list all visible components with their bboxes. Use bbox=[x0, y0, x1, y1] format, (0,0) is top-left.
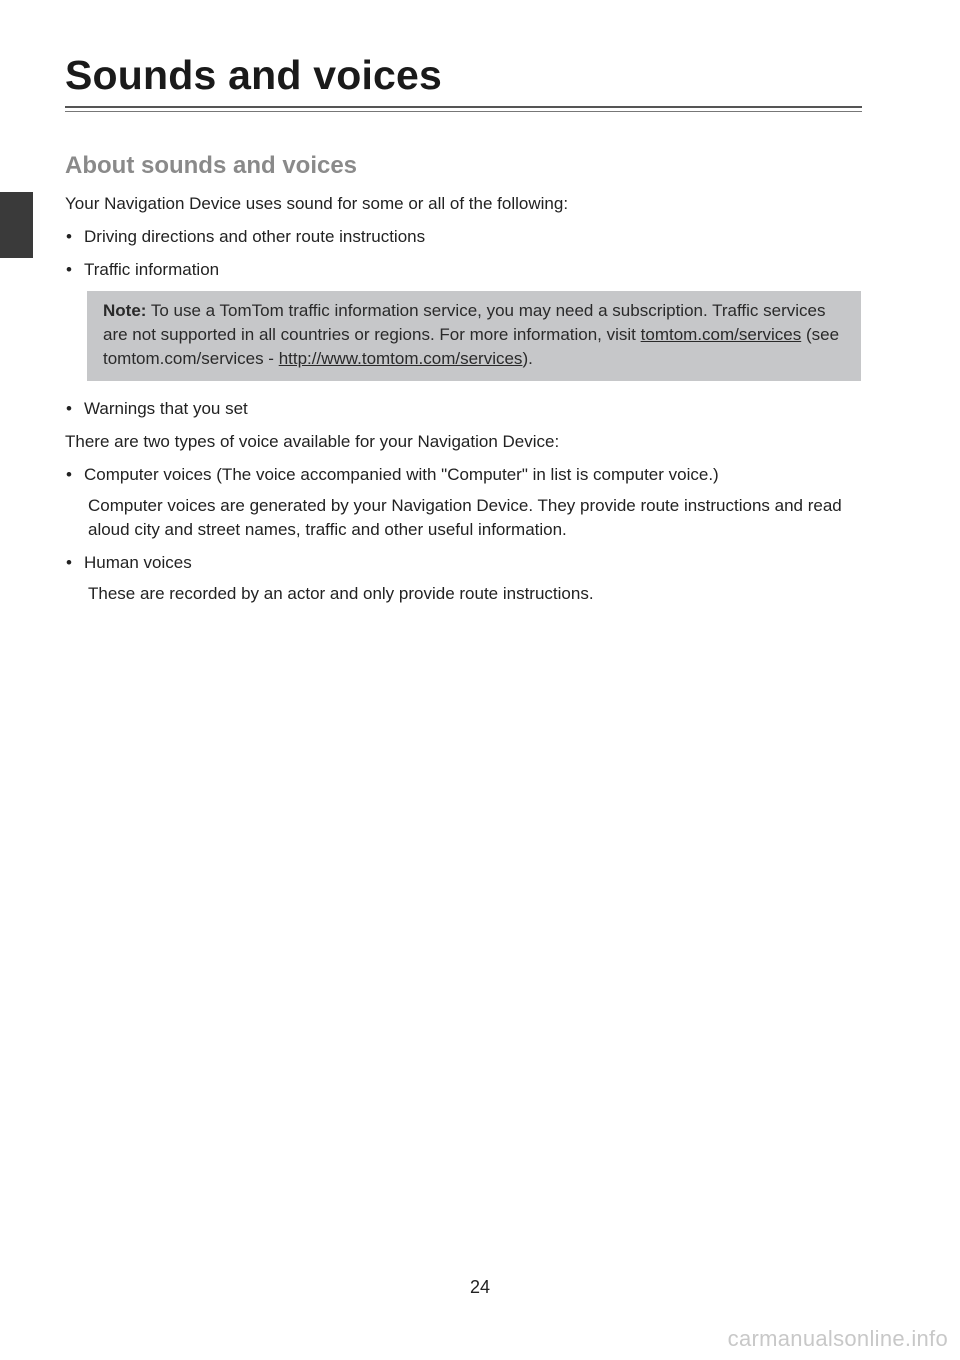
watermark: carmanualsonline.info bbox=[727, 1326, 948, 1351]
bullet-icon: • bbox=[66, 227, 72, 246]
bullet-icon: • bbox=[66, 260, 72, 279]
note-text-part-3: ). bbox=[522, 349, 533, 368]
voice-types-intro: There are two types of voice available for your Navigation Device: bbox=[65, 432, 560, 451]
bullet-icon: • bbox=[66, 553, 72, 572]
voice-type-label: Computer voices (The voice accompanied with "Computer" in list is computer voice.) bbox=[84, 465, 719, 484]
note-label: Note: bbox=[103, 301, 147, 320]
voice-type-description: These are recorded by an actor and only provide route instructions. bbox=[88, 584, 594, 603]
list-item-text: Warnings that you set bbox=[84, 399, 248, 418]
list-item bbox=[65, 463, 865, 487]
page-number: 24 bbox=[469, 1277, 491, 1297]
note-text-part-1: To use a TomTom traffic information service, you may need a subscription. Traffic services are not supported in all countries or regions. For more information, visit bbox=[103, 301, 826, 344]
intro-paragraph: Your Navigation Device uses sound for some or all of the following: bbox=[65, 194, 569, 213]
list-item bbox=[65, 397, 865, 421]
voice-type-description: Computer voices are generated by your Navigation Device. They provide route instructions and read aloud city and street names, traffic and other useful information. bbox=[88, 496, 842, 539]
note-text bbox=[103, 299, 845, 371]
bullet-icon: • bbox=[66, 399, 72, 418]
sound-uses-list bbox=[65, 225, 865, 282]
tomtom-services-link[interactable]: tomtom.com/services bbox=[640, 325, 802, 344]
voice-type-label: Human voices bbox=[84, 553, 192, 572]
page-title: Sounds and voices bbox=[65, 52, 443, 98]
list-item bbox=[65, 225, 865, 249]
list-item bbox=[65, 551, 865, 575]
chapter-side-tab bbox=[0, 192, 33, 258]
tomtom-services-url-link[interactable]: http://www.tomtom.com/services bbox=[278, 349, 523, 368]
title-divider bbox=[65, 106, 862, 108]
voice-types-list bbox=[65, 463, 865, 487]
list-item bbox=[65, 258, 865, 282]
page-content bbox=[65, 152, 865, 615]
list-item-text: Traffic information bbox=[84, 260, 220, 279]
note-text-part-2: (see tomtom.com/services - bbox=[103, 325, 840, 368]
bullet-icon: • bbox=[66, 465, 72, 484]
section-heading: About sounds and voices bbox=[65, 152, 358, 179]
list-item-text: Driving directions and other route instructions bbox=[84, 227, 426, 246]
note-box bbox=[87, 291, 861, 381]
title-divider-secondary bbox=[65, 111, 862, 112]
sound-uses-list-continued bbox=[65, 397, 865, 421]
voice-types-list-continued bbox=[65, 551, 865, 575]
